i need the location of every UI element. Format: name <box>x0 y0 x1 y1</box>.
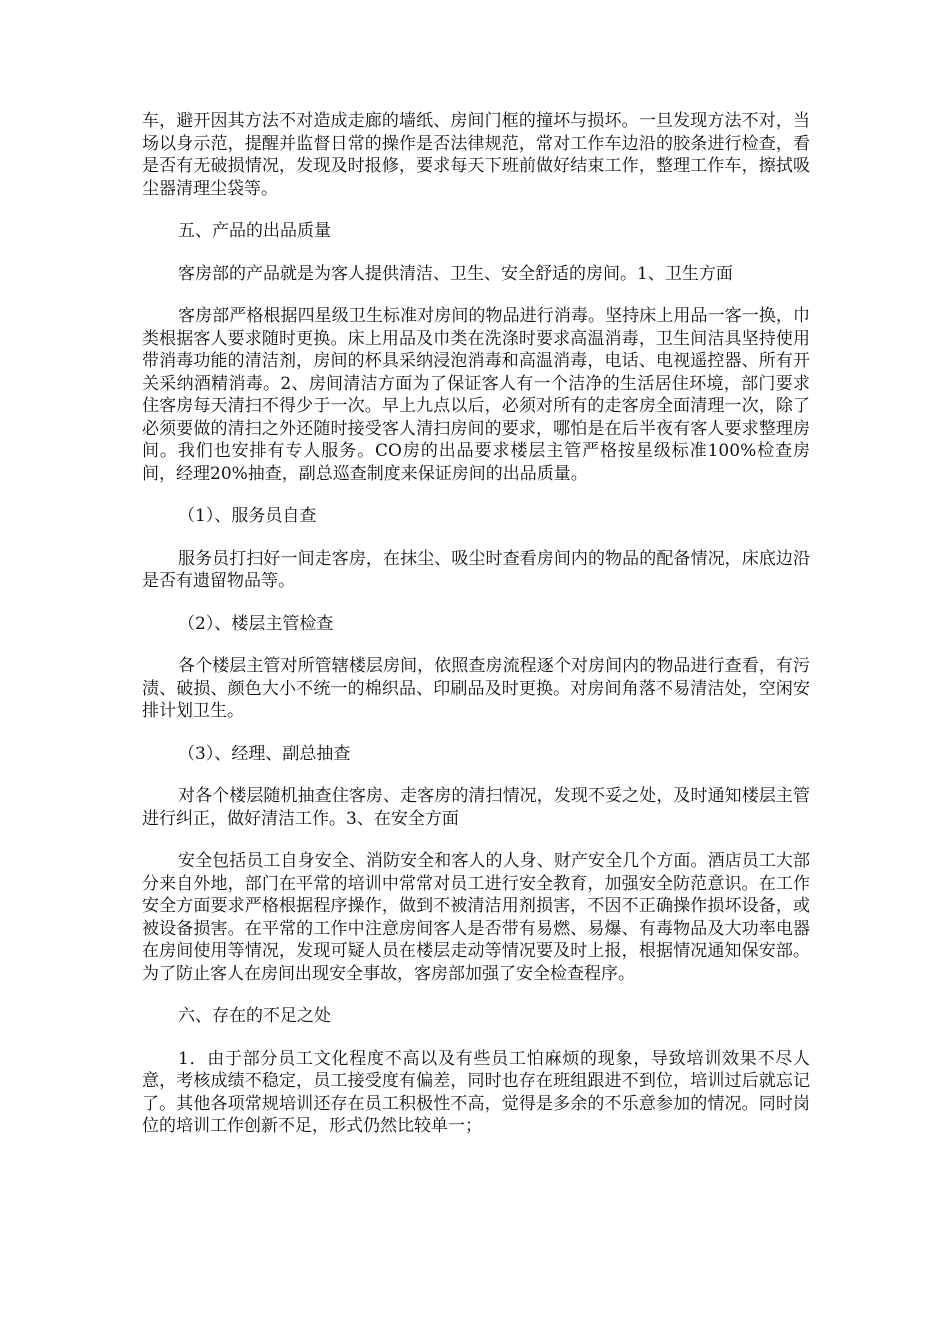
subheading-self-check: （1）、服务员自查 <box>178 506 317 526</box>
paragraph-manager-check: 对各个楼层随机抽查住客房、走客房的清扫情况，发现不妥之处，及时通知楼层主管进行纠正，做好清洁工作。3、在安全方面 <box>142 786 810 829</box>
paragraph-product-intro: 客房部的产品就是为客人提供清洁、卫生、安全舒适的房间。1、卫生方面 <box>178 263 733 284</box>
paragraph-supervisor-check: 各个楼层主管对所管辖楼层房间，依照查房流程逐个对房间内的物品进行查看，有污渍、破损、颜色大小不统一的棉织品、印刷品及时更换。对房间角落不易清洁处，空闲安排计划卫生。 <box>142 656 810 721</box>
section-heading-product-quality: 五、产品的出品质量 <box>178 221 331 241</box>
document-page <box>142 110 810 1158</box>
paragraph-shortcoming-1: 1．由于部分员工文化程度不高以及有些员工怕麻烦的现象，导致培训效果不尽人意，考核成绩不稳定，员工接受度有偏差，同时也存在班组跟进不到位，培训过后就忘记了。其他各项常规培训还存在员工积极性不高，觉得是多余的不乐意参加的情况。同时岗位的培训工作创新不足，形式仍然比较单一； <box>142 1048 810 1136</box>
paragraph-self-check: 服务员打扫好一间走客房，在抹尘、吸尘时查看房间内的物品的配备情况，床底边沿是否有遗留物品等。 <box>142 548 810 591</box>
subheading-manager-check: （3）、经理、副总抽查 <box>178 743 351 764</box>
section-heading-shortcomings: 六、存在的不足之处 <box>178 1006 331 1026</box>
subheading-supervisor-check: （2）、楼层主管检查 <box>178 613 334 634</box>
paragraph-safety: 安全包括员工自身安全、消防安全和客人的人身、财产安全几个方面。酒店员工大部分来自外地，部门在平常的培训中常常对员工进行安全教育，加强安全防范意识。在工作安全方面要求严格根据程序操作，做到不被清洁用剂损害，不因不正确操作损坏设备，或被设备损害。在平常的工作中注意房间客人是否带有易燃、易爆、有毒物品及大功率电器在房间使用等情况，发现可疑人员在楼层走动等情况要及时上报，根据情况通知保安部。为了防止客人在房间出现安全事故，客房部加强了安全检查程序。 <box>142 851 810 984</box>
paragraph-work-cart: 车，避开因其方法不对造成走廊的墙纸、房间门框的撞坏与损坏。一旦发现方法不对，当场以身示范，提醒并监督日常的操作是否法律规范，常对工作车边沿的胶条进行检查，看是否有无破损情况，发现及时报修，要求每天下班前做好结束工作，整理工作车，擦拭吸尘器清理尘袋等。 <box>142 111 810 199</box>
paragraph-hygiene: 客房部严格根据四星级卫生标准对房间的物品进行消毒。坚持床上用品一客一换，巾类根据客人要求随时更换。床上用品及巾类在洗涤时要求高温消毒，卫生间洁具坚持使用带消毒功能的清洁剂，房间的杯具采纳浸泡消毒和高温消毒，电话、电视遥控器、所有开关采纳酒精消毒。2、房间清洁方面为了保证客人有一个洁净的生活居住环境，部门要求住客房每天清扫不得少于一次。早上九点以后，必须对所有的走客房全面清理一次，除了必须要做的清扫之外还随时接受客人清扫房间的要求，哪怕是在后半夜有客人要求整理房间。我们也安排有专人服务。CO房的出品要求楼层主管严格按星级标准100%检查房间，经理20%抽查，副总巡查制度来保证房间的出品质量。 <box>142 306 810 484</box>
